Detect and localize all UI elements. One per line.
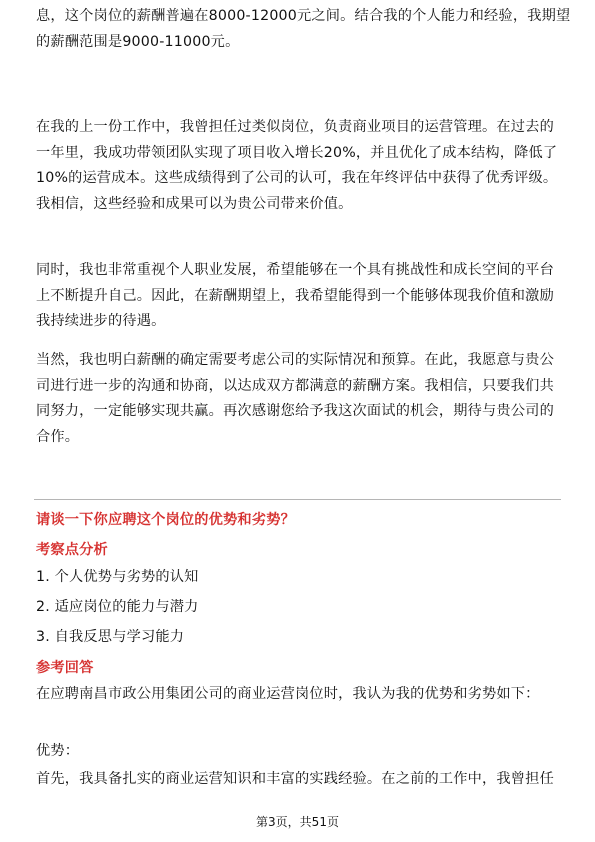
text-line: 在我的上一份工作中，我曾担任过类似岗位，负责商业项目的运营管理。在过去的 <box>36 119 554 135</box>
paragraph-salary-range <box>36 4 571 55</box>
analysis-point: 1. 个人优势与劣势的认知 <box>36 569 199 585</box>
text-line: 合作。 <box>36 428 80 445</box>
answer-first-line: 首先，我具备扎实的商业运营知识和丰富的实践经验。在之前的工作中，我曾担任 <box>36 771 554 787</box>
paragraph-experience <box>36 115 562 217</box>
question-title: 请谈一下你应聘这个岗位的优势和劣势？ <box>36 512 295 528</box>
text-line: 一年里，我成功带领团队实现了项目收入增长20%，并且优化了成本结构，降低了 <box>36 144 558 161</box>
text-line: 息，这个岗位的薪酬普遍在8000-12000元之间。结合我的个人能力和经验，我期望 <box>36 8 571 24</box>
text-line: 当然，我也明白薪酬的确定需要考虑公司的实际情况和预算。在此，我愿意与贵公 <box>36 352 554 368</box>
section-divider <box>34 499 561 500</box>
text-line: 我持续进步的待遇。 <box>36 313 166 329</box>
paragraph-career-development <box>36 258 562 335</box>
text-line: 的薪酬范围是9000-11000元。 <box>36 33 240 50</box>
answer-heading: 参考回答 <box>36 660 94 676</box>
text-line: 10%的运营成本。这些成绩得到了公司的认可，我在年终评估中获得了优秀评级。 <box>36 170 558 186</box>
analysis-heading: 考察点分析 <box>36 542 108 558</box>
analysis-point: 2. 适应岗位的能力与潜力 <box>36 599 199 615</box>
text-line: 我相信，这些经验和成果可以为贵公司带来价值。 <box>36 195 353 212</box>
answer-intro: 在应聘南昌市政公用集团公司的商业运营岗位时，我认为我的优势和劣势如下： <box>36 686 540 702</box>
text-line: 同时，我也非常重视个人职业发展，希望能够在一个具有挑战性和成长空间的平台 <box>36 262 554 278</box>
paragraph-closing <box>36 348 562 450</box>
analysis-point: 3. 自我反思与学习能力 <box>36 629 185 645</box>
text-line: 上不断提升自己。因此，在薪酬期望上，我希望能得到一个能够体现我价值和激励 <box>36 287 554 304</box>
text-line: 同努力，一定能够实现共赢。再次感谢您给予我这次面试的机会，期待与贵公司的 <box>36 403 554 419</box>
page-number: 第3页，共51页 <box>256 815 339 829</box>
strengths-label: 优势： <box>36 743 80 759</box>
text-line: 司进行进一步的沟通和协商，以达成双方都满意的薪酬方案。我相信，只要我们共 <box>36 377 554 394</box>
